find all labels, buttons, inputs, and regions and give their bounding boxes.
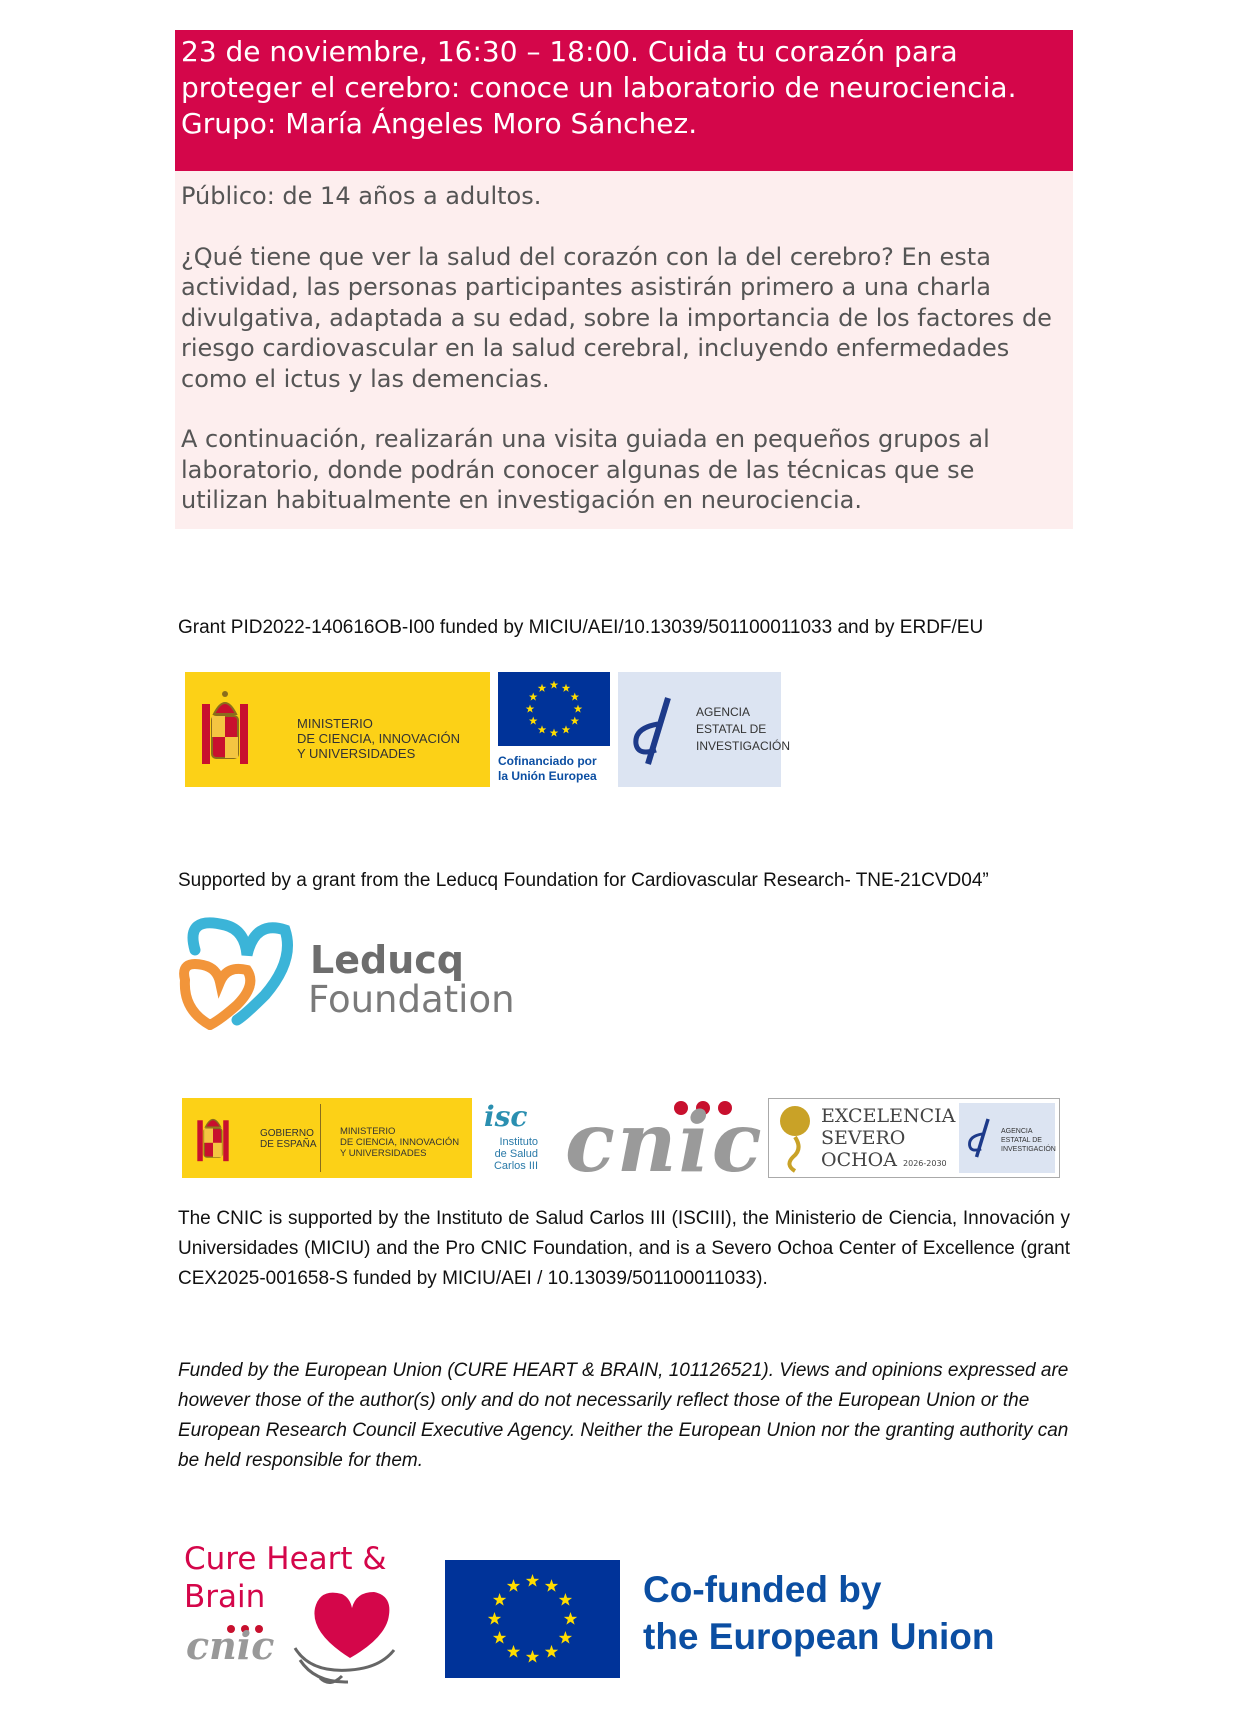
eu-star-icon — [526, 1574, 539, 1587]
eu-star-icon — [493, 1593, 506, 1606]
event-description — [175, 171, 1073, 529]
aei-line-3: INVESTIGACIÓN — [696, 739, 791, 753]
aei-small-emblem-icon — [965, 1115, 995, 1161]
eu-star-icon — [562, 725, 571, 733]
eu-star-icon — [538, 725, 547, 733]
isciii-line-2: de Salud — [494, 1148, 538, 1160]
aei-line-1: AGENCIA — [696, 705, 751, 719]
isciii-line-3: Carlos III — [493, 1160, 538, 1172]
description-paragraph-1: ¿Qué tiene que ver la salud del corazón con la del cerebro? En esta actividad, las personas participantes asistirán primero a una charla divulgativa, adaptada a su edad, sobre la importancia de los factores de riesgo cardiovascular en la salud cerebral, incluyendo enfermedades como el ictus y las demencias. — [181, 242, 1052, 393]
ministerio2-line-2: DE CIENCIA, INNOVACIÓN — [340, 1137, 460, 1148]
audience-text: Público: de 14 años a adultos. — [181, 182, 542, 210]
excelencia-years: 2026-2030 — [903, 1159, 947, 1168]
eu-star-icon — [559, 1631, 572, 1644]
aei-small-line-2: ESTATAL DE — [1001, 1137, 1042, 1144]
eu-star-icon — [526, 705, 535, 713]
eu-star-icon — [545, 1579, 558, 1592]
event-title: 23 de noviembre, 16:30 – 18:00. Cuida tu corazón para proteger el cerebro: conoce un laboratorio de neurociencia. Grupo: María Ángeles Moro Sánchez. — [181, 35, 1017, 140]
eu-star-icon — [529, 693, 538, 701]
eu-star-icon — [529, 717, 538, 725]
eu-disclaimer-text: Funded by the European Union (CURE HEART & BRAIN, 101126521). Views and opinions expressed are however those of the author(s) only and do not necessarily reflect those of the European Union or the European Research Council Executive Agency. Neither the European Union nor the granting authority can be held responsible for them. — [178, 1360, 1069, 1471]
eu-star-icon — [526, 1650, 539, 1663]
aei-small-logo — [959, 1103, 1055, 1173]
leducq-support-text: Supported by a grant from the Leducq Foundation for Cardiovascular Research- TNE-21CVD04” — [178, 870, 989, 891]
isciii-emblem-icon: isc — [484, 1100, 528, 1133]
eu-star-icon — [488, 1612, 501, 1625]
isciii-line-1: Instituto — [499, 1136, 538, 1148]
excelencia-line-3: OCHOA — [821, 1149, 897, 1171]
description-paragraph-2: A continuación, realizarán una visita guiada en pequeños grupos al laboratorio, donde podrán conocer algunas de las técnicas que se utilizan habitualmente en investigación en neurociencia. — [181, 425, 990, 514]
gobierno-ministerio-logo — [182, 1098, 472, 1178]
aei-line-2: ESTATAL DE — [696, 722, 767, 736]
ministerio2-line-1: MINISTERIO — [340, 1126, 396, 1137]
eu-star-icon — [571, 693, 580, 701]
gobierno-line-1: GOBIERNO — [260, 1128, 314, 1139]
leducq-heart-icon — [175, 910, 300, 1030]
eu-star-icon — [562, 684, 571, 692]
grant-text: Grant PID2022-140616OB-I00 funded by MICIU/AEI/10.13039/501100011033 and by ERDF/EU — [178, 617, 984, 638]
eu-star-icon — [564, 1612, 577, 1625]
isciii-logo — [478, 1098, 542, 1178]
excelencia-line-1: EXCELENCIA — [821, 1105, 956, 1127]
eu-flag-icon — [498, 672, 610, 746]
cofunded-line-2: the European Union — [643, 1616, 995, 1657]
aei-emblem-icon — [628, 694, 680, 768]
ministerio-line-2: DE CIENCIA, INNOVACIÓN — [297, 731, 461, 746]
event-header — [175, 30, 1073, 171]
ministerio-logo — [185, 672, 490, 787]
cure-line-2: Brain — [184, 1579, 266, 1615]
cnic-wordmark: cnic — [565, 1095, 764, 1191]
ministerio-line-1: MINISTERIO — [297, 716, 373, 731]
eu-star-icon — [538, 684, 547, 692]
eu-star-icon — [507, 1645, 520, 1658]
eu-cofinanciado-line-1: Cofinanciado por — [498, 754, 597, 768]
eu-star-icon — [550, 729, 559, 737]
eu-star-icon — [493, 1631, 506, 1644]
eu-star-icon — [574, 705, 583, 713]
eu-star-icon — [507, 1579, 520, 1592]
eu-cofinanciado-line-2: la Unión Europea — [498, 769, 597, 783]
eu-star-icon — [571, 717, 580, 725]
excelencia-severo-ochoa-logo — [768, 1098, 1060, 1178]
cure-line-1: Cure Heart & — [184, 1541, 387, 1577]
ministerio2-line-3: Y UNIVERSIDADES — [340, 1148, 427, 1159]
eu-star-icon — [550, 681, 559, 689]
aei-small-line-3: INVESTIGACIÓN — [1001, 1146, 1056, 1153]
heart-hands-icon — [290, 1578, 405, 1688]
aei-small-line-1: AGENCIA — [1001, 1128, 1033, 1135]
aei-logo — [618, 672, 791, 787]
eu-star-icon — [559, 1593, 572, 1606]
excelencia-line-2: SEVERO — [821, 1127, 906, 1149]
cure-cnic-wordmark: cnic — [186, 1623, 275, 1668]
ministerio-line-3: Y UNIVERSIDADES — [297, 746, 416, 761]
leducq-name-line-1: Leducq — [310, 938, 464, 982]
cnic-support-text: The CNIC is supported by the Instituto de Salud Carlos III (ISCIII), the Ministerio de Ciencia, Innovación y Universidades (MICIU) and the Pro CNIC Foundation, and is a Severo Ochoa Center of Excellence (grant CEX2025-001658-S funded by MICIU/AEI / 10.13039/501100011033). — [178, 1208, 1070, 1289]
severo-ochoa-emblem-icon — [777, 1103, 813, 1173]
cofunded-line-1: Co-funded by — [643, 1569, 882, 1610]
eu-cofinanciado-logo — [496, 672, 612, 787]
gobierno-line-2: DE ESPAÑA — [260, 1139, 317, 1150]
leducq-name-line-2: Foundation — [308, 978, 515, 1021]
eu-star-icon — [545, 1645, 558, 1658]
spain-coat-of-arms-icon — [200, 686, 250, 774]
spain-coat-of-arms-small-icon — [194, 1108, 232, 1168]
eu-flag-large-icon — [445, 1560, 620, 1678]
